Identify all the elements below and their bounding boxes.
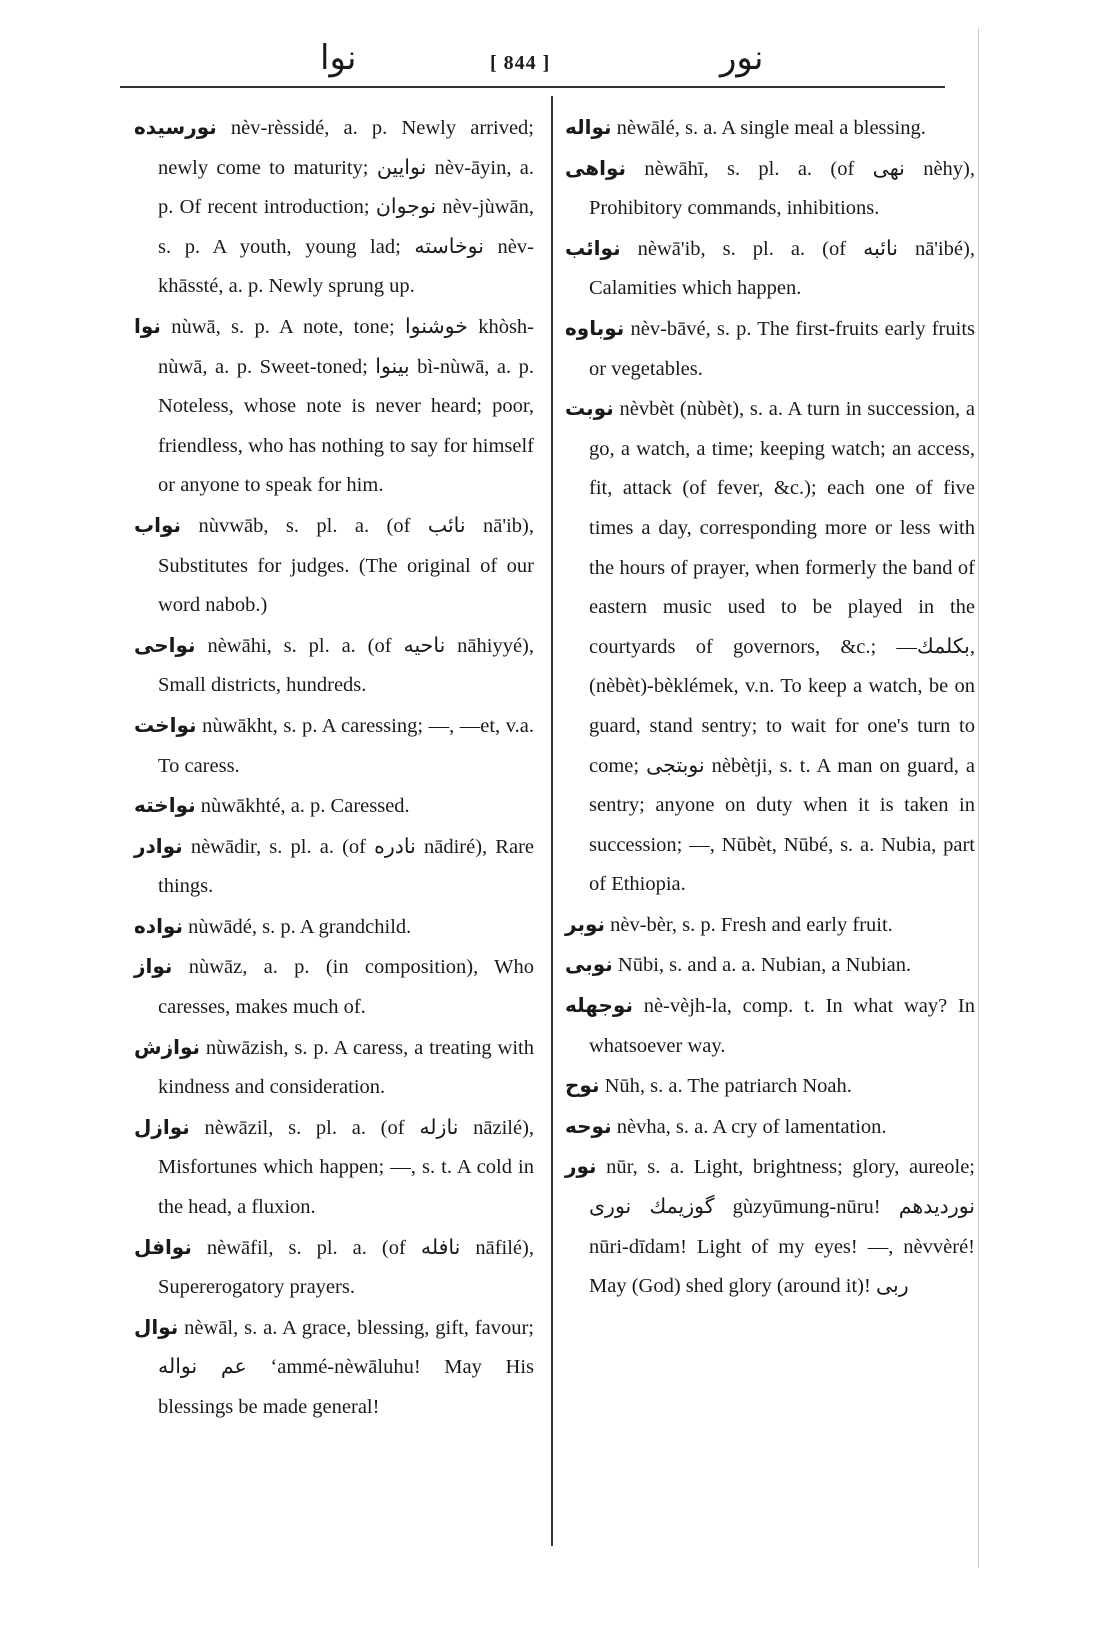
entry-definition: nùwākhté, a. p. Caressed. [200,795,410,818]
entry-definition: Nūbi, s. and a. a. Nubian, a Nubian. [617,954,912,977]
dictionary-entry [565,389,975,905]
page-number: [ 844 ] [490,52,551,74]
entry-definition: nùwāzish, s. p. A caress, a treating with kindness and consideration. [158,1036,535,1099]
dictionary-entry [134,626,534,706]
dictionary-entry [134,1108,534,1228]
entry-definition: nùwāz, a. p. (in composition), Who caresses, makes much of. [158,956,534,1019]
entry-headword: نواده [134,913,183,938]
dictionary-entry [565,986,975,1066]
dictionary-entry [134,108,534,307]
dictionary-entry [565,1147,975,1306]
entry-headword: نوا [134,313,161,338]
entry-headword: نور [565,1154,597,1179]
dictionary-entry [565,1107,975,1148]
entry-headword: نورسیده [134,115,217,139]
entry-definition: nèv-bèr, s. p. Fresh and early fruit. [610,913,893,936]
dictionary-entry [134,786,534,827]
dictionary-entry [565,1066,975,1107]
dictionary-entry [134,506,534,626]
page-edge [978,28,979,1568]
dictionary-entry [565,149,975,229]
dictionary-entry [565,229,975,309]
entry-headword: نواله [565,115,612,139]
entry-definition: nèv-rèssidé, a. p. Newly arrived; newly come to maturity; نوایین nèv-āyin, a. p. Of recent introduction; نوجوان nèv-jùwān, s. p. A youth, young lad; نوخاسته nèv-khāssté, a. p. Newly sprung up. [158,117,534,298]
left-column [134,108,534,1428]
entry-headword: نوازش [134,1034,201,1059]
dictionary-entry [565,945,975,986]
entry-definition: nèwāhī, s. pl. a. (of نهی nèhy), Prohibitory commands, inhibitions. [589,157,975,220]
entry-definition: nùwā, s. p. A note, tone; خوشنوا khòsh-nùwā, a. p. Sweet-toned; بینوا bì-nùwā, a. p. Noteless, whose note is never heard; poor, friendless, who has nothing to say for himself or anyone to speak for him. [158,315,535,497]
entry-headword: نواب [134,512,182,537]
entry-definition: nèwāfil, s. pl. a. (of نافله nāfilé), Supererogatory prayers. [158,1236,534,1299]
dictionary-entry [134,907,534,948]
entry-definition: nùwādé, s. p. A grandchild. [188,915,412,938]
entry-definition: nèwāzil, s. pl. a. (of نازله nāzilé), Misfortunes which happen; ―, s. t. A cold in the head, a fluxion. [158,1116,535,1219]
entry-headword: نوادر [134,833,183,858]
entry-headword: نواحی [134,632,196,657]
entry-definition: nèwā'ib, s. pl. a. (of نائبه nā'ibé), Calamities which happen. [589,237,975,300]
entry-definition: nùvwāb, s. pl. a. (of نائب nā'ib), Substitutes for judges. (The original of our word nabob.) [158,514,534,617]
dictionary-entry [134,827,534,907]
entry-headword: نوبت [565,396,614,421]
page-header [120,38,940,88]
entry-headword: نوبر [565,911,605,936]
entry-headword: نوافل [134,1234,192,1259]
entry-definition: nèwāhi, s. pl. a. (of ناحیه nāhiyyé), Small districts, hundreds. [158,634,535,697]
entry-definition: nèwālé, s. a. A single meal a blessing. [616,117,926,139]
dictionary-entry [134,1228,534,1308]
entry-headword: نوح [565,1073,600,1098]
entry-headword: نوازل [134,1114,190,1139]
entry-definition: nèvha, s. a. A cry of lamentation. [616,1115,887,1138]
entry-headword: نوائب [565,235,621,260]
column-divider [551,96,553,1546]
dictionary-entry [134,706,534,786]
right-running-head: نور [720,38,764,78]
dictionary-entry [565,108,975,149]
entry-definition: nèvbèt (nùbèt), s. a. A turn in succession, a go, a watch, a time; keeping watch; an access, fit, attack (of fever, &c.); each one of five times a day, corresponding more or less with the hours of prayer, when formerly the band of eastern music used to be played in the courtyards of governors, &c.; ―بکلمك, (nèbèt)-bèklémek, v.n. To keep a watch, be on guard, stand sentry; to wait for one's turn to come; نوبتجی nèbètji, s. t. A man on guard, a sentry; anyone on duty when it is taken in succession; ―, Nūbèt, Nūbé, s. a. Nubia, part of Ethiopia. [589,398,976,896]
entry-definition: Nūh, s. a. The patriarch Noah. [604,1075,852,1098]
entry-definition: nùwākht, s. p. A caressing; ―, ―et, v.a. To caress. [158,714,534,777]
entry-definition: nèwāl, s. a. A grace, blessing, gift, favour; عم نواله ʻammé-nèwāluhu! May His blessings be made general! [158,1316,534,1418]
dictionary-entry [134,947,534,1027]
entry-definition: nūr, s. a. Light, brightness; glory, aureole; گوزیمك نوری gùzyūmung-nūru! نوردیدهم nūri-dīdam! Light of my eyes! ―, nèvvèré! May (God) shed glory (around it)! ربی [589,1156,976,1298]
entry-headword: نواخته [134,793,196,818]
entry-definition: nèwādir, s. pl. a. (of نادره nādiré), Rare things. [158,835,534,898]
entry-definition: nèv-bāvé, s. p. The first-fruits early fruits or vegetables. [589,317,975,380]
dictionary-entry [134,307,534,506]
dictionary-entry [134,1308,534,1428]
right-column [565,108,975,1307]
entry-headword: نواهی [565,155,627,180]
entry-headword: نوجهله [565,993,633,1018]
dictionary-entry [134,1028,534,1108]
entry-headword: نوال [134,1314,179,1339]
entry-headword: نوباوه [565,315,625,340]
entry-headword: نوحه [565,1113,612,1138]
entry-headword: نواخت [134,712,197,737]
entry-headword: نوبی [565,952,613,977]
entry-definition: nè-vèjh-la, comp. t. In what way? In whatsoever way. [589,995,976,1057]
left-running-head: نوا [320,38,357,78]
entry-headword: نواز [134,954,173,979]
dictionary-entry [565,905,975,946]
dictionary-entry [565,309,975,389]
header-rule [120,86,945,88]
